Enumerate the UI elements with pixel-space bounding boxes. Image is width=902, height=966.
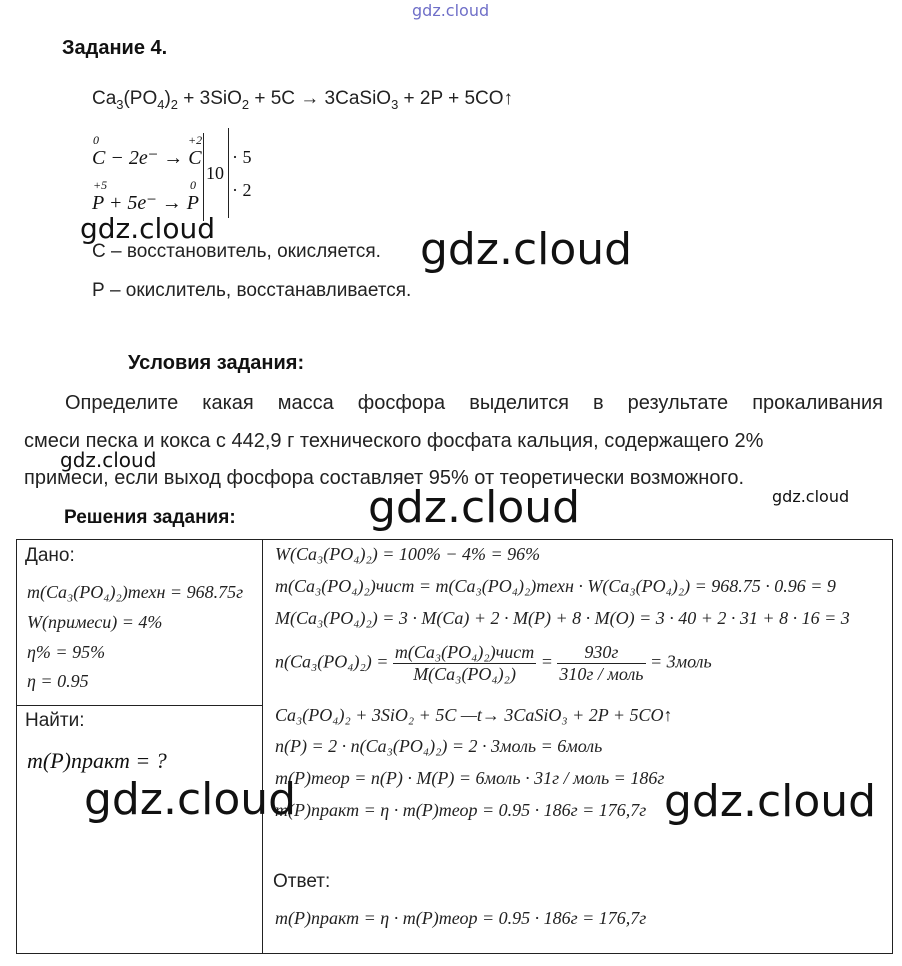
ox-state-p5: +5 [93, 178, 108, 192]
solution-table [16, 539, 893, 954]
conditions-line-3: примеси, если выход фосфора составляет 95% от теоретически возможного. [24, 467, 744, 489]
step-reaction: Ca₃(PO₄)₂ + 3SiO₂ + 5C —t→ 3CaSiO₃ + 2P + 5CO↑ [275, 705, 673, 725]
watermark: gdz.cloud [772, 487, 850, 506]
fraction-1 [393, 642, 536, 685]
solution-heading: Решения задания: [64, 507, 236, 528]
step-amount-result: = 3моль [650, 651, 712, 672]
table-vertical-divider [262, 540, 263, 953]
ox-state-c2: +2 [188, 133, 203, 147]
given-yield-percent: η% = 95% [27, 642, 106, 662]
answer-value: m(P)практ = η · m(P)теор = 0.95 · 186г = 176,7г [275, 908, 647, 928]
watermark: gdz.cloud [84, 774, 297, 825]
find-value: m(P)практ = ? [27, 748, 167, 773]
balance-line-1: C − 2e⁻ → C [92, 147, 202, 169]
balance-lcm: 10 [206, 163, 224, 183]
conditions-heading: Условия задания: [128, 352, 305, 374]
step-amount: n(Ca₃(PO₄)₂) = $\frac{\text{m(Ca₃(PO₄)₂)чист}}{\text{M(Ca₃(PO₄)₂)}}$ = $\frac{930г}{\text{310г / моль}}$ = 3моль [275, 642, 712, 684]
fraction-2 [557, 642, 645, 685]
balance-line-2: P + 5e⁻ → P [92, 192, 200, 214]
given-impurity: W(примеси) = 4% [27, 612, 163, 632]
balance-coef-2: · 2 [232, 180, 252, 200]
watermark: gdz.cloud [368, 482, 581, 533]
find-label: Найти: [25, 710, 85, 731]
oxidizer-line: Р – окислитель, восстанавливается. [92, 280, 412, 301]
task-title: Задание 4. [62, 37, 168, 59]
reaction-equation: $Ca_3(PO_4)_2 + 3SiO_2 + 5C$ → 3CaSiO$_3$ + 2P + 5CO↑ [92, 88, 514, 112]
step-theoretical-mass: m(P)теор = n(P) · M(P) = 6моль · 31г / моль = 186г [275, 768, 665, 788]
fraction-1-den: M(Ca₃(PO₄)₂) [413, 664, 516, 684]
watermark: gdz.cloud [664, 776, 877, 827]
balance-divider-1 [203, 133, 204, 221]
ox-state-p0: 0 [190, 178, 196, 192]
watermark: gdz.cloud [80, 212, 215, 245]
answer-label: Ответ: [273, 871, 331, 892]
fraction-2-den: 310г / моль [559, 664, 644, 684]
ox-state-c0: 0 [93, 133, 99, 147]
step-phosphorus-amount: n(P) = 2 · n(Ca₃(PO₄)₂) = 2 · 3моль = 6моль [275, 736, 603, 756]
step-practical-mass: m(P)практ = η · m(P)теор = 0.95 · 186г = 176,7г [275, 800, 647, 820]
balance-coef-1: · 5 [232, 147, 252, 167]
given-mass: m(Ca₃(PO₄)₂)техн = 968.75г [27, 582, 244, 602]
step-amount-lhs: n(Ca₃(PO₄)₂) = [275, 651, 389, 672]
conditions-line-1: Определите какая масса фосфора выделится в результате прокаливания [65, 392, 883, 414]
fraction-2-num: 930г [557, 642, 645, 664]
conditions-line-2: смеси песка и кокса с 442,9 г технического фосфата кальция, содержащего 2% [24, 430, 764, 452]
step-mass-fraction: W(Ca₃(PO₄)₂) = 100% − 4% = 96% [275, 544, 541, 564]
step-pure-mass: m(Ca₃(PO₄)₂)чист = m(Ca₃(PO₄)₂)техн · W(Ca₃(PO₄)₂) = 968.75 · 0.96 = 9 [275, 576, 836, 596]
table-horizontal-divider [17, 705, 263, 706]
balance-divider-2 [228, 128, 229, 218]
fraction-1-num: m(Ca₃(PO₄)₂)чист [394, 642, 535, 662]
watermark: gdz.cloud [420, 224, 633, 275]
step-molar-mass: M(Ca₃(PO₄)₂) = 3 · M(Ca) + 2 · M(P) + 8 · M(O) = 3 · 40 + 2 · 31 + 8 · 16 = 3 [275, 608, 850, 628]
given-yield: η = 0.95 [27, 671, 89, 691]
watermark-top: gdz.cloud [412, 1, 490, 20]
watermark: gdz.cloud [60, 448, 157, 472]
given-label: Дано: [25, 545, 75, 566]
reducer-line: С – восстановитель, окисляется. [92, 241, 381, 262]
